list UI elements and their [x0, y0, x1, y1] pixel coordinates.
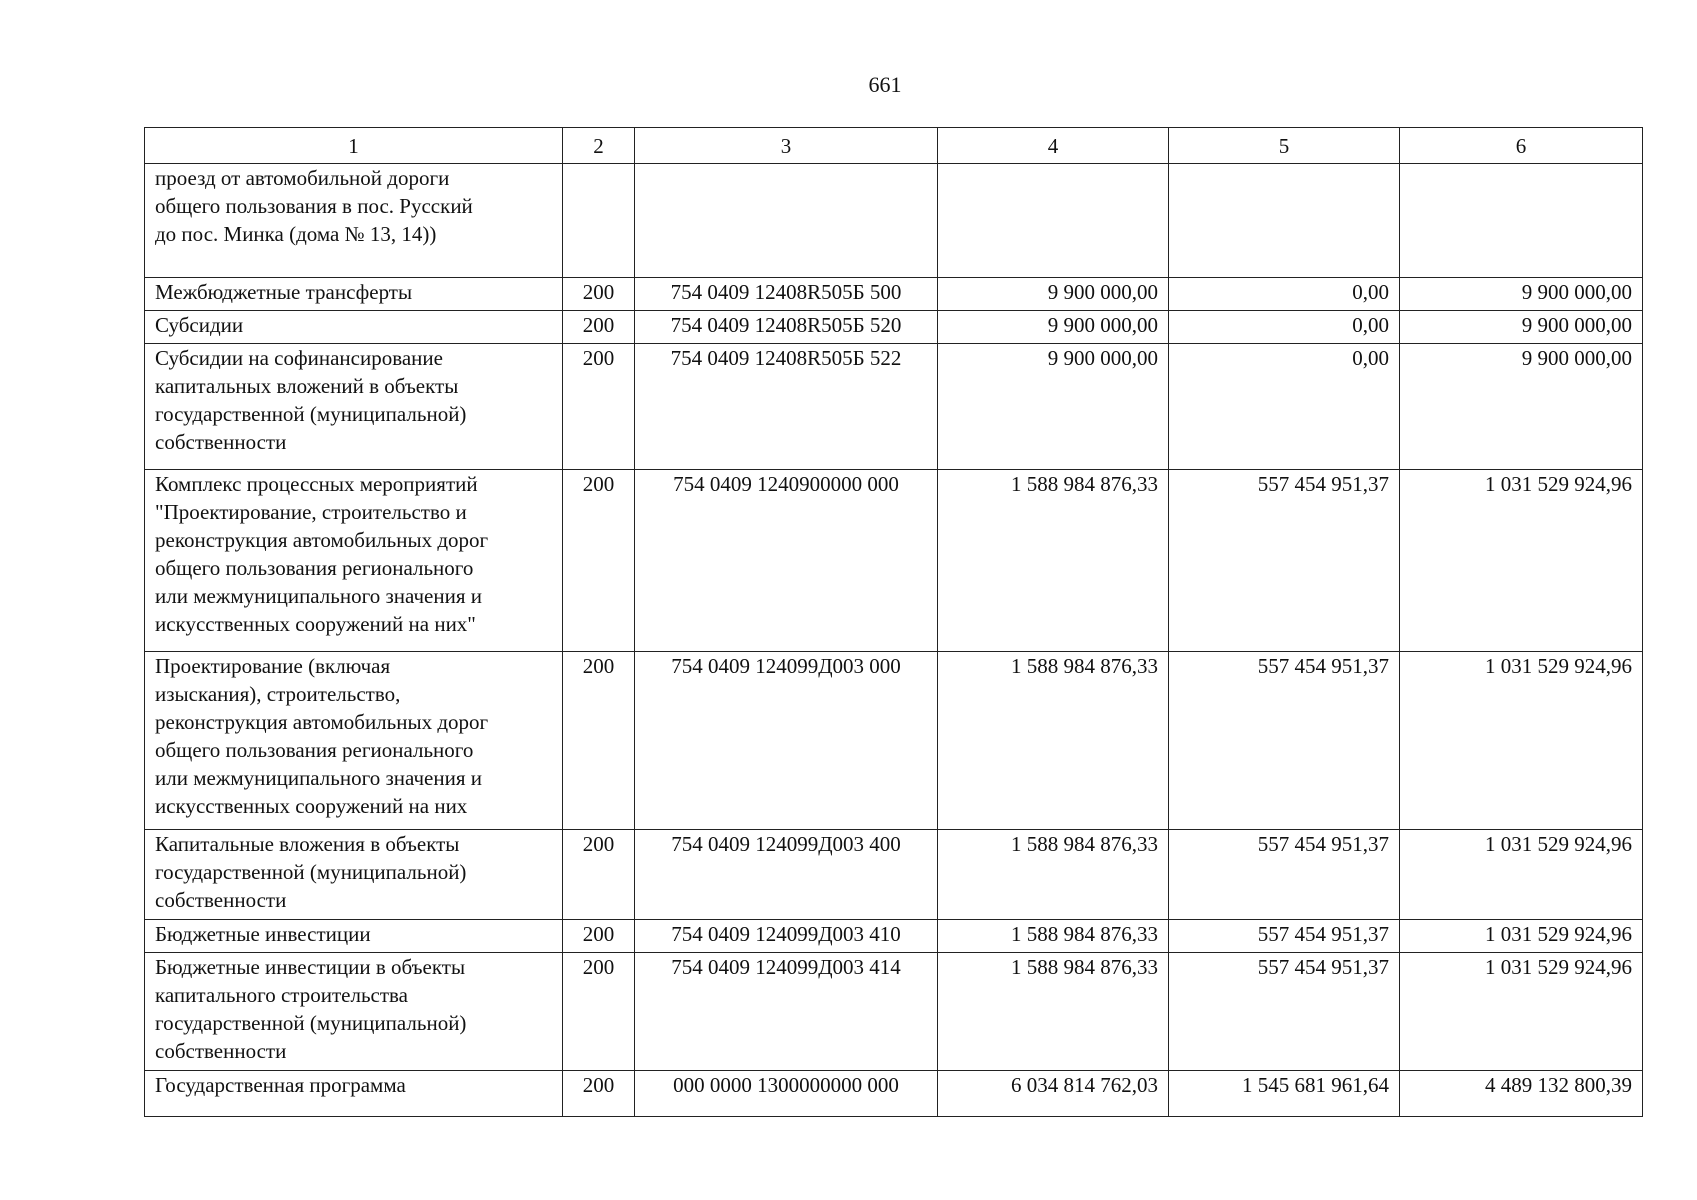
row-col4-cell-text: 1 588 984 876,33 [1011, 654, 1158, 678]
row-col5-cell [1169, 1071, 1400, 1117]
row-kbk-cell [635, 278, 938, 311]
row-kbk-cell-text: 000 0000 1300000000 000 [673, 1073, 899, 1097]
column-header-3: 3 [635, 128, 938, 164]
row-kbk-cell [635, 164, 938, 278]
row-col6-cell [1400, 830, 1643, 920]
row-name-cell [145, 830, 563, 920]
row-code-cell [563, 652, 635, 830]
row-col5-cell [1169, 470, 1400, 652]
row-col6-cell-text: 9 900 000,00 [1521, 346, 1632, 370]
row-name-cell [145, 470, 563, 652]
table-row [145, 652, 1643, 830]
row-name-cell-text: Капитальные вложения в объекты государственной (муниципальной) собственности [155, 832, 467, 912]
budget-table [144, 127, 1643, 1117]
row-col4-cell [938, 953, 1169, 1071]
row-col6-cell [1400, 311, 1643, 344]
row-kbk-cell-text: 754 0409 124099Д003 000 [671, 654, 901, 678]
row-name-cell [145, 344, 563, 470]
row-col5-cell-text: 557 454 951,37 [1257, 922, 1389, 946]
row-code-cell [563, 470, 635, 652]
row-name-cell-text: Межбюджетные трансферты [155, 280, 413, 304]
row-col6-cell-text: 9 900 000,00 [1521, 313, 1632, 337]
row-kbk-cell [635, 830, 938, 920]
row-col5-cell [1169, 278, 1400, 311]
row-col4-cell [938, 278, 1169, 311]
row-col5-cell-text: 557 454 951,37 [1257, 654, 1389, 678]
row-name-cell-text: Бюджетные инвестиции в объекты капитального строительства государственной (муниципальной) собственности [155, 955, 467, 1063]
row-name-cell-text: проезд от автомобильной дороги общего пользования в пос. Русский до пос. Минка (дома № 13, 14)) [155, 166, 473, 246]
row-kbk-cell [635, 920, 938, 953]
row-code-cell-text: 200 [582, 955, 615, 979]
row-kbk-cell-text: 754 0409 1240900000 000 [673, 472, 899, 496]
row-name-cell-text: Комплекс процессных мероприятий "Проектирование, строительство и реконструкция автомобильных дорог общего пользования регионального или межмуниципального значения и искусственных сооружений на них" [155, 472, 489, 636]
row-col6-cell [1400, 920, 1643, 953]
row-code-cell [563, 278, 635, 311]
row-col6-cell-text: 1 031 529 924,96 [1485, 955, 1632, 979]
table-row [145, 278, 1643, 311]
row-col5-cell-text: 557 454 951,37 [1257, 955, 1389, 979]
row-col6-cell [1400, 953, 1643, 1071]
row-col6-cell [1400, 278, 1643, 311]
column-header-5: 5 [1169, 128, 1400, 164]
row-col5-cell-text: 0,00 [1352, 313, 1389, 337]
table-row [145, 311, 1643, 344]
row-kbk-cell-text: 754 0409 12408R505Б 522 [670, 346, 902, 370]
row-col4-cell-text: 1 588 984 876,33 [1011, 922, 1158, 946]
row-col4-cell-text: 9 900 000,00 [1047, 280, 1158, 304]
row-col6-cell [1400, 164, 1643, 278]
row-code-cell-text: 200 [582, 1073, 615, 1097]
row-name-cell-text: Субсидии на софинансирование капитальных вложений в объекты государственной (муниципальной) собственности [155, 346, 467, 454]
row-name-cell-text: Проектирование (включая изыскания), строительство, реконструкция автомобильных дорог общего пользования регионального или межмуниципального значения и искусственных сооружений на них [155, 654, 489, 818]
column-header-6: 6 [1400, 128, 1643, 164]
row-name-cell [145, 953, 563, 1071]
row-code-cell [563, 1071, 635, 1117]
row-code-cell-text: 200 [582, 922, 615, 946]
row-code-cell-text: 200 [582, 472, 615, 496]
row-code-cell-text: 200 [582, 346, 615, 370]
row-code-cell-text: 200 [582, 832, 615, 856]
row-col5-cell [1169, 953, 1400, 1071]
row-col4-cell [938, 344, 1169, 470]
row-col6-cell-text: 1 031 529 924,96 [1485, 472, 1632, 496]
row-code-cell [563, 953, 635, 1071]
row-col5-cell-text: 1 545 681 961,64 [1242, 1073, 1389, 1097]
row-col4-cell-text: 9 900 000,00 [1047, 313, 1158, 337]
row-code-cell-text: 200 [582, 313, 615, 337]
row-col6-cell-text: 1 031 529 924,96 [1485, 654, 1632, 678]
row-code-cell-text: 200 [582, 280, 615, 304]
page-number: 661 [868, 72, 902, 97]
row-col4-cell [938, 311, 1169, 344]
column-header-2: 2 [563, 128, 635, 164]
row-col4-cell [938, 830, 1169, 920]
table-row [145, 470, 1643, 652]
row-col4-cell [938, 470, 1169, 652]
column-header-1: 1 [145, 128, 563, 164]
row-name-cell-text: Бюджетные инвестиции [155, 922, 371, 946]
row-col4-cell-text: 6 034 814 762,03 [1011, 1073, 1158, 1097]
row-kbk-cell [635, 344, 938, 470]
row-col6-cell-text: 1 031 529 924,96 [1485, 922, 1632, 946]
row-kbk-cell [635, 311, 938, 344]
row-name-cell-text: Государственная программа [155, 1073, 406, 1097]
row-col5-cell-text: 557 454 951,37 [1257, 832, 1389, 856]
row-col5-cell-text: 557 454 951,37 [1257, 472, 1389, 496]
row-col5-cell [1169, 920, 1400, 953]
row-kbk-cell [635, 652, 938, 830]
row-col6-cell-text: 1 031 529 924,96 [1485, 832, 1632, 856]
row-name-cell [145, 1071, 563, 1117]
row-col6-cell-text: 9 900 000,00 [1521, 280, 1632, 304]
row-col6-cell-text: 4 489 132 800,39 [1485, 1073, 1632, 1097]
row-name-cell-text: Субсидии [155, 313, 244, 337]
row-kbk-cell [635, 1071, 938, 1117]
row-kbk-cell-text: 754 0409 12408R505Б 520 [670, 313, 902, 337]
row-kbk-cell [635, 470, 938, 652]
row-col6-cell [1400, 652, 1643, 830]
row-col5-cell [1169, 344, 1400, 470]
row-name-cell [145, 278, 563, 311]
row-kbk-cell-text: 754 0409 12408R505Б 500 [670, 280, 902, 304]
row-col4-cell [938, 1071, 1169, 1117]
row-col4-cell-text: 9 900 000,00 [1047, 346, 1158, 370]
table-row [145, 164, 1643, 278]
row-code-cell [563, 344, 635, 470]
row-col5-cell [1169, 311, 1400, 344]
row-col5-cell [1169, 830, 1400, 920]
row-kbk-cell-text: 754 0409 124099Д003 400 [671, 832, 901, 856]
header-row [145, 128, 1643, 164]
row-col6-cell [1400, 470, 1643, 652]
row-code-cell-text: 200 [582, 654, 615, 678]
row-col4-cell-text: 1 588 984 876,33 [1011, 472, 1158, 496]
row-col5-cell [1169, 164, 1400, 278]
row-col6-cell [1400, 1071, 1643, 1117]
row-code-cell [563, 830, 635, 920]
row-name-cell [145, 652, 563, 830]
row-kbk-cell [635, 953, 938, 1071]
row-col4-cell-text: 1 588 984 876,33 [1011, 955, 1158, 979]
row-name-cell [145, 164, 563, 278]
row-col6-cell [1400, 344, 1643, 470]
row-code-cell [563, 920, 635, 953]
row-col5-cell [1169, 652, 1400, 830]
row-col5-cell-text: 0,00 [1352, 280, 1389, 304]
table-row [145, 344, 1643, 470]
row-code-cell [563, 164, 635, 278]
row-col4-cell-text: 1 588 984 876,33 [1011, 832, 1158, 856]
table-row [145, 953, 1643, 1071]
column-header-4: 4 [938, 128, 1169, 164]
row-kbk-cell-text: 754 0409 124099Д003 414 [671, 955, 901, 979]
row-name-cell [145, 920, 563, 953]
row-col4-cell [938, 920, 1169, 953]
row-col5-cell-text: 0,00 [1352, 346, 1389, 370]
table-row [145, 1071, 1643, 1117]
row-code-cell [563, 311, 635, 344]
row-kbk-cell-text: 754 0409 124099Д003 410 [671, 922, 901, 946]
table-row [145, 920, 1643, 953]
table-row [145, 830, 1643, 920]
row-col4-cell [938, 164, 1169, 278]
row-name-cell [145, 311, 563, 344]
row-col4-cell [938, 652, 1169, 830]
